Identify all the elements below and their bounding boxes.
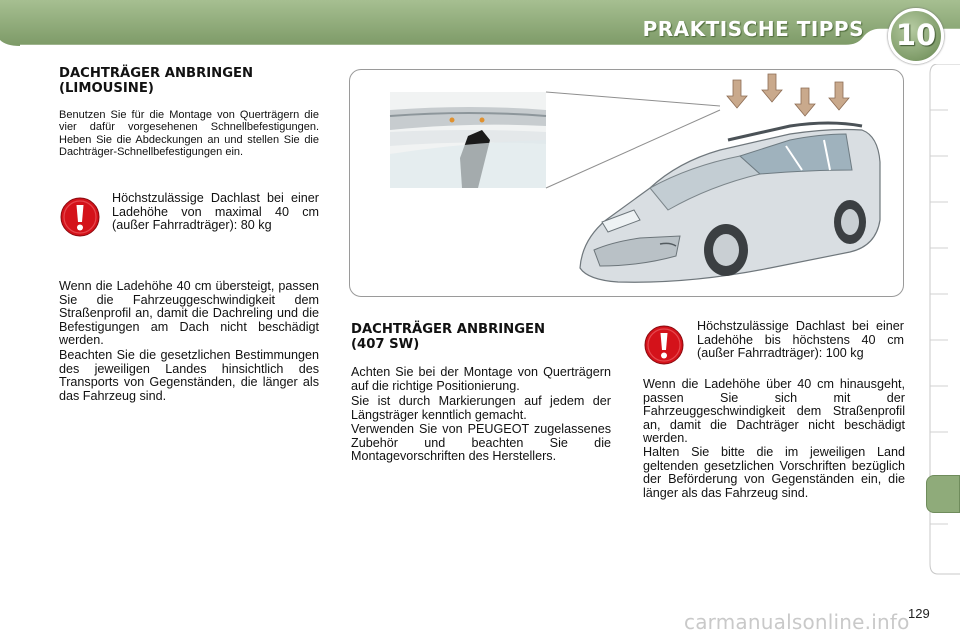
section-title-line2: (407 SW) [351, 337, 420, 352]
section-title-limousine [59, 66, 329, 96]
exclamation-warning-icon [60, 197, 100, 242]
sw-legal-note: Halten Sie bitte die im jeweiligen Land geltenden gesetzlichen Vorschriften bezüglich der Beförderung von Gegenständen ein, die länger als das Fahrzeug sind. [643, 445, 905, 500]
chapter-number: 10 [895, 18, 937, 52]
down-arrow-icon [727, 80, 747, 108]
down-arrow-icon [795, 88, 815, 116]
limousine-intro-text: Benutzen Sie für die Montage von Querträgern die vier dafür vorgesehenen Schnellbefestigungen. Heben Sie die Abdeckungen an und stellen Sie die Dachträger-Schnellbefestigungen ein. [59, 109, 319, 159]
section-title-407-sw [351, 322, 611, 352]
watermark: carmanualsonline.info [684, 610, 910, 634]
page-number: 129 [908, 606, 930, 621]
down-arrow-icon [762, 74, 782, 102]
chapter-title: PRAKTISCHE TIPPS [642, 17, 864, 41]
section-title-line2: (LIMOUSINE) [59, 81, 154, 96]
page-header [0, 0, 960, 52]
exclamation-warning-icon [644, 325, 684, 370]
active-chapter-tab[interactable] [926, 475, 960, 513]
sw-speed-note: Wenn die Ladehöhe über 40 cm hinausgeht, passen Sie sich mit der Fahrzeuggeschwindigkeit dem Straßenprofil an, damit die Dachträger nicht beschädigt werden. [643, 377, 905, 446]
limousine-speed-note: Wenn die Ladehöhe 40 cm übersteigt, passen Sie die Fahrzeuggeschwindigkeit dem Straßenprofil an, damit die Dachreling und die Befestigungen am Dach nicht beschädigt werden. [59, 279, 319, 348]
peugeot-407-sw-car [580, 123, 880, 282]
down-arrow-icon [829, 82, 849, 110]
section-title-line1: DACHTRÄGER ANBRINGEN [59, 66, 254, 81]
limousine-legal-note: Beachten Sie die gesetzlichen Bestimmungen des jeweiligen Landes hinsichtlich des Transports von Gegenständen, die länger als das Fahrzeug sind. [59, 348, 319, 403]
sw-positioning-note: Achten Sie bei der Montage von Querträgern auf die richtige Positionierung. [351, 365, 611, 393]
section-title-line1: DACHTRÄGER ANBRINGEN [351, 322, 546, 337]
sw-load-warning: Höchstzulässige Dachlast bei einer Ladehöhe bis höchstens 40 cm (außer Fahrradträger): 100 kg [697, 319, 904, 361]
limousine-load-warning: Höchstzulässige Dachlast bei einer Ladehöhe von maximal 40 cm (außer Fahrradträger): 80 kg [112, 191, 319, 233]
roof-bars-illustration [349, 69, 904, 297]
car-illustration [350, 70, 904, 297]
roof-mount-arrows [727, 74, 849, 116]
sw-marking-note: Sie ist durch Markierungen auf jedem der Längsträger kenntlich gemacht. [351, 394, 611, 422]
chapter-number-badge [888, 8, 944, 64]
sw-accessory-note: Verwenden Sie von PEUGEOT zugelassenes Zubehör und beachten Sie die Montagevorschriften des Herstellers. [351, 422, 611, 464]
